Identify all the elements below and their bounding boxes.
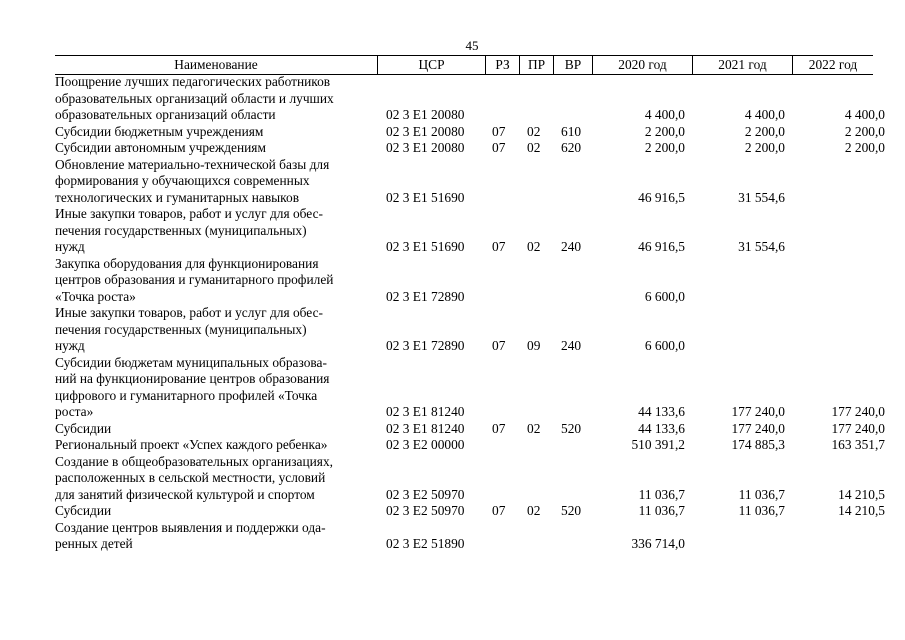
table-row: [55, 305, 890, 355]
row-name-line: Субсидии: [55, 420, 112, 436]
row-csr: 02 3 Е1 51690: [386, 189, 465, 205]
row-csr: 02 3 Е1 72890: [386, 288, 465, 304]
table-row: [55, 421, 890, 438]
row-pr: 02: [527, 239, 541, 254]
row-2022: 2 200,0: [844, 140, 885, 155]
row-name: [55, 305, 375, 355]
row-name-line: нужд: [55, 239, 85, 254]
row-name-line: роста»: [55, 404, 94, 419]
row-name-line: Создание в общеобразовательных организациях,: [55, 453, 333, 469]
row-2022: 14 210,5: [838, 486, 885, 502]
row-name: [55, 421, 375, 438]
row-name-line: «Точка роста»: [55, 288, 136, 304]
row-2020: 44 133,6: [638, 420, 685, 436]
table-header: [55, 55, 873, 75]
row-2022: 2 200,0: [844, 123, 885, 139]
row-name-line: образовательных организаций области: [55, 107, 276, 122]
row-rz: 07: [492, 503, 506, 518]
row-2020: 11 036,7: [638, 503, 685, 518]
row-2022: 4 400,0: [844, 107, 885, 122]
row-2021: 11 036,7: [738, 503, 785, 518]
row-2021: 174 885,3: [731, 437, 785, 452]
row-name-line: печения государственных (муниципальных): [55, 222, 307, 238]
table-row: [55, 140, 890, 157]
header-vr: ВР: [553, 56, 592, 74]
row-name-line: Обновление материально-технической базы для: [55, 156, 330, 172]
table-row: [55, 520, 890, 553]
row-name: [55, 454, 375, 504]
row-csr: 02 3 Е2 51890: [386, 536, 465, 551]
row-pr: 02: [527, 503, 541, 518]
row-2022: 163 351,7: [831, 437, 885, 452]
row-name: [55, 124, 375, 141]
header-name: Наименование: [174, 57, 258, 72]
row-2020: 336 714,0: [631, 536, 685, 551]
row-2021: 2 200,0: [744, 140, 785, 155]
row-name-line: Закупка оборудования для функционирования: [55, 255, 319, 271]
row-name-line: для занятий физической культурой и спортом: [55, 486, 315, 502]
row-2021: 11 036,7: [738, 486, 785, 502]
row-name-line: ренных детей: [55, 536, 133, 551]
row-rz: 07: [492, 338, 506, 353]
table-row: [55, 437, 890, 454]
row-pr: 02: [527, 123, 541, 139]
row-vr: 520: [561, 420, 582, 436]
row-2020: 2 200,0: [644, 123, 685, 139]
row-2020: 6 600,0: [644, 288, 685, 304]
row-csr: 02 3 Е1 20080: [386, 107, 465, 122]
header-2020: 2020 год: [592, 56, 692, 74]
row-2021: 31 554,6: [738, 239, 785, 254]
row-rz: 07: [492, 420, 506, 436]
row-2021: 4 400,0: [744, 107, 785, 122]
row-2020: 6 600,0: [644, 338, 685, 353]
table-row: [55, 256, 890, 306]
row-2020: 44 133,6: [638, 404, 685, 419]
row-csr: 02 3 Е1 20080: [386, 123, 465, 139]
row-2021: 177 240,0: [731, 420, 785, 436]
row-2021: 31 554,6: [738, 189, 785, 205]
row-name-line: Иные закупки товаров, работ и услуг для обес-: [55, 206, 323, 221]
row-name: [55, 437, 375, 454]
row-csr: 02 3 Е2 50970: [386, 486, 465, 502]
row-name: [55, 520, 375, 553]
table-row: [55, 503, 890, 520]
row-2022: 177 240,0: [831, 420, 885, 436]
row-name: [55, 74, 375, 124]
row-pr: 02: [527, 140, 541, 155]
header-2022: 2022 год: [792, 56, 873, 74]
row-vr: 520: [561, 503, 582, 518]
row-name: [55, 157, 375, 207]
row-vr: 240: [561, 239, 582, 254]
row-2020: 46 916,5: [638, 239, 685, 254]
row-csr: 02 3 Е2 50970: [386, 503, 465, 518]
row-csr: 02 3 Е1 20080: [386, 140, 465, 155]
row-name: [55, 256, 375, 306]
row-vr: 610: [561, 123, 582, 139]
row-2022: 177 240,0: [831, 404, 885, 419]
header-pr: ПР: [519, 56, 553, 74]
table-row: [55, 124, 890, 141]
row-2020: 4 400,0: [644, 107, 685, 122]
row-rz: 07: [492, 123, 506, 139]
row-name: [55, 140, 375, 157]
row-name-line: печения государственных (муниципальных): [55, 321, 307, 337]
row-2022: 14 210,5: [838, 503, 885, 518]
row-2021: 177 240,0: [731, 404, 785, 419]
header-rz: РЗ: [485, 56, 519, 74]
row-pr: 09: [527, 338, 541, 353]
row-name-line: Иные закупки товаров, работ и услуг для обес-: [55, 305, 323, 320]
row-csr: 02 3 Е1 81240: [386, 420, 465, 436]
row-name-line: Субсидии бюджетам муниципальных образова-: [55, 354, 327, 370]
row-name-line: Субсидии бюджетным учреждениям: [55, 123, 264, 139]
table-row: [55, 157, 890, 207]
row-2021: 2 200,0: [744, 123, 785, 139]
row-csr: 02 3 Е1 72890: [386, 338, 465, 353]
row-name-line: формирования у обучающихся современных: [55, 173, 310, 188]
row-name-line: центров образования и гуманитарного профилей: [55, 272, 334, 287]
row-vr: 240: [561, 338, 582, 353]
table-row: [55, 355, 890, 421]
row-2020: 2 200,0: [644, 140, 685, 155]
row-name-line: Субсидии: [55, 503, 112, 518]
row-name-line: нужд: [55, 338, 85, 353]
table-row: [55, 454, 890, 504]
row-name-line: образовательных организаций области и лучших: [55, 90, 334, 106]
row-name: [55, 503, 375, 520]
row-rz: 07: [492, 140, 506, 155]
row-2020: 510 391,2: [631, 437, 685, 452]
row-name-line: Субсидии автономным учреждениям: [55, 140, 266, 155]
header-2021: 2021 год: [692, 56, 792, 74]
row-name: [55, 206, 375, 256]
row-vr: 620: [561, 140, 582, 155]
table-body: [55, 74, 890, 553]
header-csr: ЦСР: [377, 56, 485, 74]
row-2020: 11 036,7: [638, 486, 685, 502]
row-name-line: Создание центров выявления и поддержки ода-: [55, 519, 326, 535]
table-row: [55, 206, 890, 256]
row-name-line: ний на функционирование центров образования: [55, 371, 330, 386]
row-name-line: Поощрение лучших педагогических работников: [55, 74, 331, 89]
row-csr: 02 3 Е2 00000: [386, 437, 465, 452]
row-name-line: цифрового и гуманитарного профилей «Точка: [55, 387, 318, 403]
row-pr: 02: [527, 420, 541, 436]
row-name-line: технологических и гуманитарных навыков: [55, 189, 300, 205]
row-name-line: Региональный проект «Успех каждого ребенка»: [55, 437, 328, 452]
row-name: [55, 355, 375, 421]
table-row: [55, 74, 890, 124]
page-number: 45: [465, 38, 479, 53]
row-csr: 02 3 Е1 81240: [386, 404, 465, 419]
row-rz: 07: [492, 239, 506, 254]
row-2020: 46 916,5: [638, 189, 685, 205]
row-csr: 02 3 Е1 51690: [386, 239, 465, 254]
row-name-line: расположенных в сельской местности, условий: [55, 470, 326, 485]
